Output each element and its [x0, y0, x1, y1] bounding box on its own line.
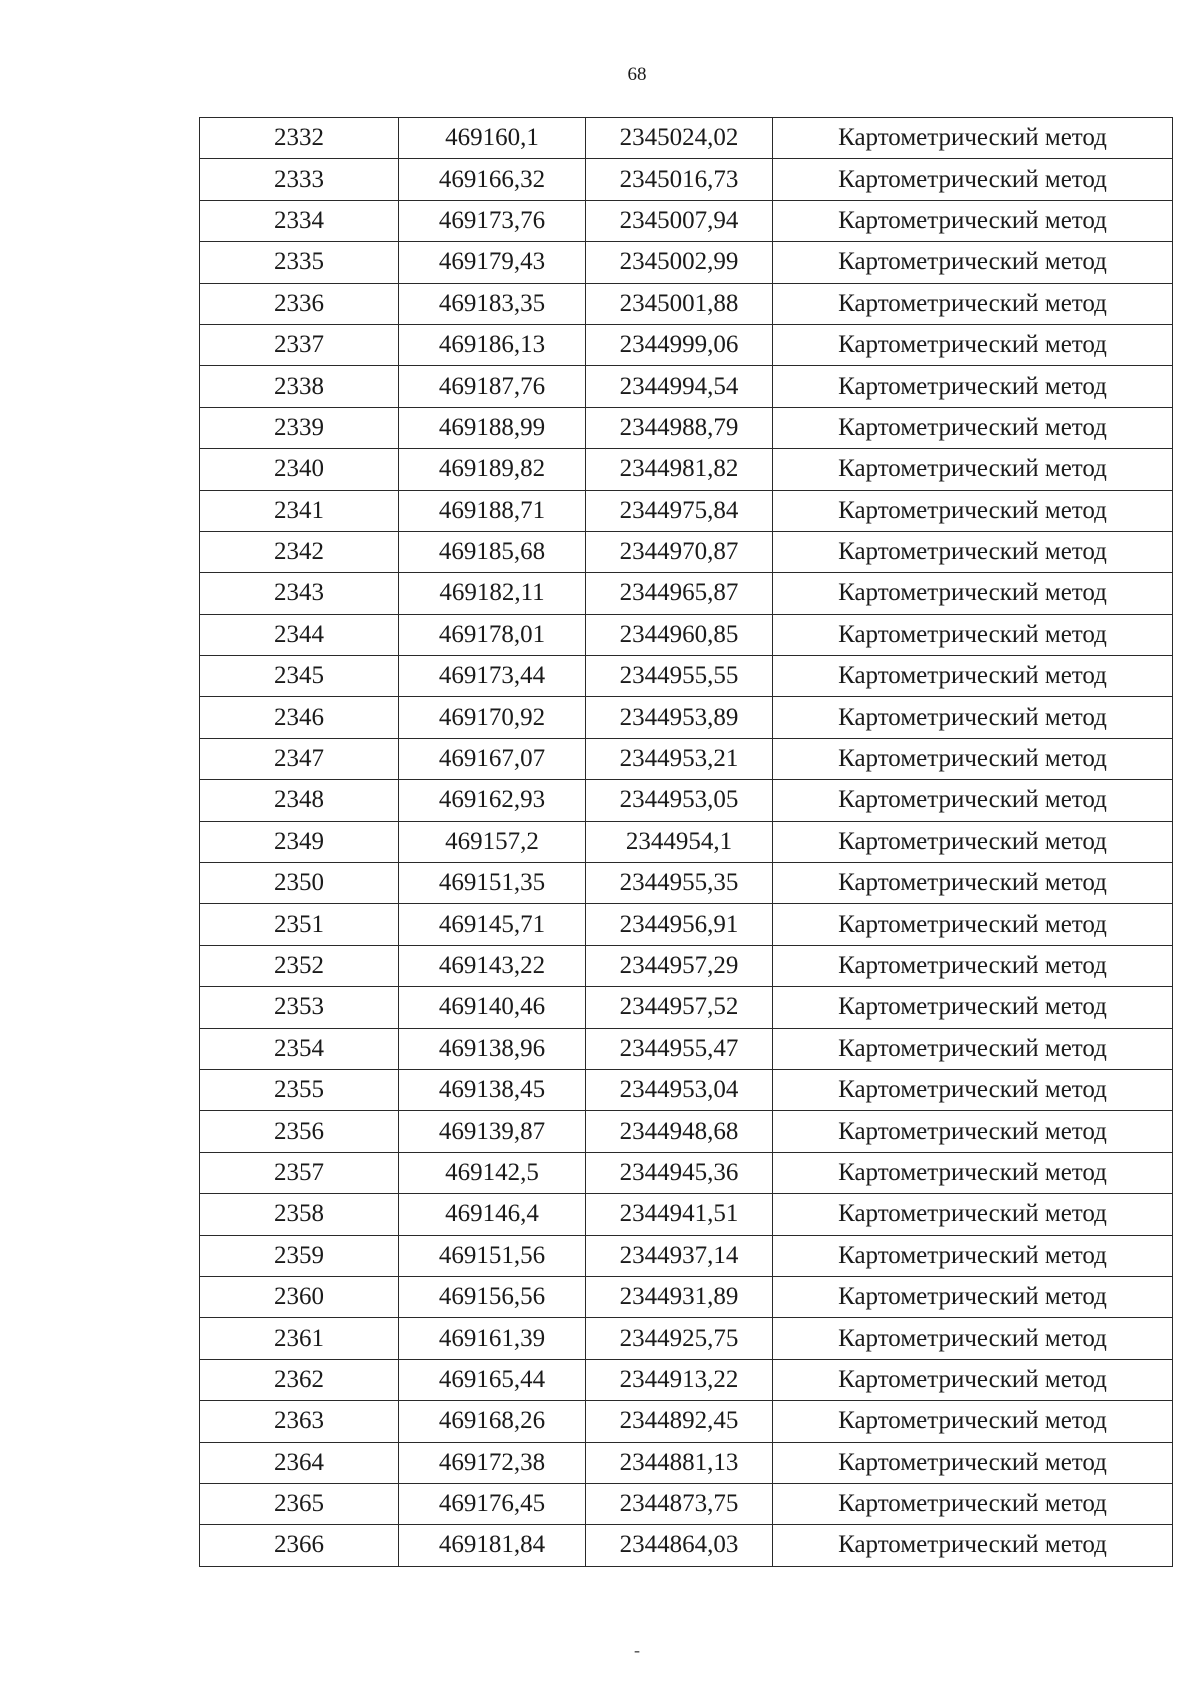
method-cell: Картометрический метод: [773, 863, 1173, 904]
table-row: [200, 159, 1173, 200]
table-row: [200, 1152, 1173, 1193]
x-coordinate-cell: 469170,92: [399, 697, 586, 738]
y-coordinate-cell: 2344948,68: [586, 1111, 773, 1152]
point-number-cell: 2365: [200, 1483, 399, 1524]
y-coordinate-cell: 2344945,36: [586, 1152, 773, 1193]
y-coordinate-cell: 2344988,79: [586, 407, 773, 448]
point-number-cell: 2333: [200, 159, 399, 200]
y-coordinate-cell: 2345001,88: [586, 283, 773, 324]
x-coordinate-cell: 469146,4: [399, 1194, 586, 1235]
table-row: [200, 118, 1173, 159]
y-coordinate-cell: 2344953,89: [586, 697, 773, 738]
x-coordinate-cell: 469172,38: [399, 1442, 586, 1483]
point-number-cell: 2335: [200, 242, 399, 283]
point-number-cell: 2357: [200, 1152, 399, 1193]
x-coordinate-cell: 469143,22: [399, 945, 586, 986]
x-coordinate-cell: 469157,2: [399, 821, 586, 862]
table-row: [200, 449, 1173, 490]
table-row: [200, 1483, 1173, 1524]
method-cell: Картометрический метод: [773, 945, 1173, 986]
method-cell: Картометрический метод: [773, 1401, 1173, 1442]
method-cell: Картометрический метод: [773, 1152, 1173, 1193]
coordinates-table: [199, 117, 1173, 1567]
method-cell: Картометрический метод: [773, 242, 1173, 283]
table-row: [200, 738, 1173, 779]
x-coordinate-cell: 469167,07: [399, 738, 586, 779]
y-coordinate-cell: 2345002,99: [586, 242, 773, 283]
table-row: [200, 573, 1173, 614]
method-cell: Картометрический метод: [773, 1276, 1173, 1317]
point-number-cell: 2355: [200, 1069, 399, 1110]
method-cell: Картометрический метод: [773, 490, 1173, 531]
y-coordinate-cell: 2344957,52: [586, 987, 773, 1028]
y-coordinate-cell: 2344970,87: [586, 531, 773, 572]
point-number-cell: 2343: [200, 573, 399, 614]
method-cell: Картометрический метод: [773, 1028, 1173, 1069]
y-coordinate-cell: 2344953,05: [586, 780, 773, 821]
method-cell: Картометрический метод: [773, 118, 1173, 159]
point-number-cell: 2340: [200, 449, 399, 490]
table-row: [200, 366, 1173, 407]
method-cell: Картометрический метод: [773, 200, 1173, 241]
y-coordinate-cell: 2344955,55: [586, 656, 773, 697]
table-row: [200, 821, 1173, 862]
method-cell: Картометрический метод: [773, 449, 1173, 490]
method-cell: Картометрический метод: [773, 283, 1173, 324]
y-coordinate-cell: 2344981,82: [586, 449, 773, 490]
x-coordinate-cell: 469173,76: [399, 200, 586, 241]
method-cell: Картометрический метод: [773, 738, 1173, 779]
x-coordinate-cell: 469160,1: [399, 118, 586, 159]
y-coordinate-cell: 2344957,29: [586, 945, 773, 986]
method-cell: Картометрический метод: [773, 1318, 1173, 1359]
y-coordinate-cell: 2344931,89: [586, 1276, 773, 1317]
point-number-cell: 2338: [200, 366, 399, 407]
bottom-mark: -: [634, 1640, 640, 1660]
x-coordinate-cell: 469186,13: [399, 324, 586, 365]
y-coordinate-cell: 2344913,22: [586, 1359, 773, 1400]
x-coordinate-cell: 469138,96: [399, 1028, 586, 1069]
table-row: [200, 407, 1173, 448]
y-coordinate-cell: 2344953,04: [586, 1069, 773, 1110]
x-coordinate-cell: 469162,93: [399, 780, 586, 821]
y-coordinate-cell: 2344955,47: [586, 1028, 773, 1069]
method-cell: Картометрический метод: [773, 1525, 1173, 1566]
y-coordinate-cell: 2344965,87: [586, 573, 773, 614]
point-number-cell: 2356: [200, 1111, 399, 1152]
method-cell: Картометрический метод: [773, 324, 1173, 365]
table-row: [200, 1318, 1173, 1359]
method-cell: Картометрический метод: [773, 1069, 1173, 1110]
y-coordinate-cell: 2344975,84: [586, 490, 773, 531]
y-coordinate-cell: 2345016,73: [586, 159, 773, 200]
method-cell: Картометрический метод: [773, 573, 1173, 614]
page-number: 68: [627, 64, 647, 85]
x-coordinate-cell: 469145,71: [399, 904, 586, 945]
method-cell: Картометрический метод: [773, 904, 1173, 945]
table-row: [200, 945, 1173, 986]
x-coordinate-cell: 469156,56: [399, 1276, 586, 1317]
method-cell: Картометрический метод: [773, 1194, 1173, 1235]
table-row: [200, 1194, 1173, 1235]
point-number-cell: 2358: [200, 1194, 399, 1235]
point-number-cell: 2361: [200, 1318, 399, 1359]
table-row: [200, 283, 1173, 324]
y-coordinate-cell: 2344892,45: [586, 1401, 773, 1442]
y-coordinate-cell: 2345007,94: [586, 200, 773, 241]
method-cell: Картометрический метод: [773, 614, 1173, 655]
table-row: [200, 904, 1173, 945]
x-coordinate-cell: 469189,82: [399, 449, 586, 490]
point-number-cell: 2353: [200, 987, 399, 1028]
table-row: [200, 490, 1173, 531]
table-row: [200, 1276, 1173, 1317]
x-coordinate-cell: 469188,71: [399, 490, 586, 531]
point-number-cell: 2334: [200, 200, 399, 241]
point-number-cell: 2341: [200, 490, 399, 531]
y-coordinate-cell: 2344954,1: [586, 821, 773, 862]
point-number-cell: 2363: [200, 1401, 399, 1442]
x-coordinate-cell: 469183,35: [399, 283, 586, 324]
point-number-cell: 2346: [200, 697, 399, 738]
point-number-cell: 2364: [200, 1442, 399, 1483]
y-coordinate-cell: 2344937,14: [586, 1235, 773, 1276]
y-coordinate-cell: 2344941,51: [586, 1194, 773, 1235]
point-number-cell: 2359: [200, 1235, 399, 1276]
y-coordinate-cell: 2344925,75: [586, 1318, 773, 1359]
table-row: [200, 324, 1173, 365]
x-coordinate-cell: 469176,45: [399, 1483, 586, 1524]
point-number-cell: 2342: [200, 531, 399, 572]
y-coordinate-cell: 2345024,02: [586, 118, 773, 159]
table-row: [200, 697, 1173, 738]
table-row: [200, 200, 1173, 241]
point-number-cell: 2366: [200, 1525, 399, 1566]
table-row: [200, 1069, 1173, 1110]
method-cell: Картометрический метод: [773, 531, 1173, 572]
table-row: [200, 1401, 1173, 1442]
method-cell: Картометрический метод: [773, 1359, 1173, 1400]
method-cell: Картометрический метод: [773, 987, 1173, 1028]
table-row: [200, 531, 1173, 572]
y-coordinate-cell: 2344955,35: [586, 863, 773, 904]
table-row: [200, 863, 1173, 904]
table-row: [200, 1525, 1173, 1566]
point-number-cell: 2354: [200, 1028, 399, 1069]
y-coordinate-cell: 2344960,85: [586, 614, 773, 655]
method-cell: Картометрический метод: [773, 697, 1173, 738]
table-row: [200, 1111, 1173, 1152]
method-cell: Картометрический метод: [773, 407, 1173, 448]
x-coordinate-cell: 469165,44: [399, 1359, 586, 1400]
point-number-cell: 2332: [200, 118, 399, 159]
point-number-cell: 2352: [200, 945, 399, 986]
method-cell: Картометрический метод: [773, 1235, 1173, 1276]
x-coordinate-cell: 469173,44: [399, 656, 586, 697]
method-cell: Картометрический метод: [773, 159, 1173, 200]
x-coordinate-cell: 469168,26: [399, 1401, 586, 1442]
x-coordinate-cell: 469185,68: [399, 531, 586, 572]
x-coordinate-cell: 469187,76: [399, 366, 586, 407]
table-row: [200, 987, 1173, 1028]
method-cell: Картометрический метод: [773, 821, 1173, 862]
coordinates-table-body: [200, 118, 1173, 1567]
x-coordinate-cell: 469151,35: [399, 863, 586, 904]
x-coordinate-cell: 469161,39: [399, 1318, 586, 1359]
x-coordinate-cell: 469188,99: [399, 407, 586, 448]
table-row: [200, 614, 1173, 655]
point-number-cell: 2349: [200, 821, 399, 862]
table-row: [200, 656, 1173, 697]
method-cell: Картометрический метод: [773, 780, 1173, 821]
point-number-cell: 2336: [200, 283, 399, 324]
point-number-cell: 2337: [200, 324, 399, 365]
y-coordinate-cell: 2344953,21: [586, 738, 773, 779]
x-coordinate-cell: 469151,56: [399, 1235, 586, 1276]
method-cell: Картометрический метод: [773, 366, 1173, 407]
y-coordinate-cell: 2344994,54: [586, 366, 773, 407]
y-coordinate-cell: 2344956,91: [586, 904, 773, 945]
point-number-cell: 2339: [200, 407, 399, 448]
point-number-cell: 2350: [200, 863, 399, 904]
y-coordinate-cell: 2344881,13: [586, 1442, 773, 1483]
table-row: [200, 1235, 1173, 1276]
x-coordinate-cell: 469181,84: [399, 1525, 586, 1566]
method-cell: Картометрический метод: [773, 1483, 1173, 1524]
method-cell: Картометрический метод: [773, 1111, 1173, 1152]
point-number-cell: 2351: [200, 904, 399, 945]
y-coordinate-cell: 2344864,03: [586, 1525, 773, 1566]
method-cell: Картометрический метод: [773, 1442, 1173, 1483]
x-coordinate-cell: 469140,46: [399, 987, 586, 1028]
method-cell: Картометрический метод: [773, 656, 1173, 697]
y-coordinate-cell: 2344999,06: [586, 324, 773, 365]
point-number-cell: 2360: [200, 1276, 399, 1317]
table-row: [200, 1442, 1173, 1483]
x-coordinate-cell: 469179,43: [399, 242, 586, 283]
table-row: [200, 242, 1173, 283]
point-number-cell: 2347: [200, 738, 399, 779]
x-coordinate-cell: 469138,45: [399, 1069, 586, 1110]
x-coordinate-cell: 469182,11: [399, 573, 586, 614]
x-coordinate-cell: 469166,32: [399, 159, 586, 200]
point-number-cell: 2344: [200, 614, 399, 655]
table-row: [200, 1359, 1173, 1400]
table-row: [200, 780, 1173, 821]
point-number-cell: 2348: [200, 780, 399, 821]
x-coordinate-cell: 469142,5: [399, 1152, 586, 1193]
y-coordinate-cell: 2344873,75: [586, 1483, 773, 1524]
table-row: [200, 1028, 1173, 1069]
point-number-cell: 2362: [200, 1359, 399, 1400]
x-coordinate-cell: 469139,87: [399, 1111, 586, 1152]
point-number-cell: 2345: [200, 656, 399, 697]
x-coordinate-cell: 469178,01: [399, 614, 586, 655]
